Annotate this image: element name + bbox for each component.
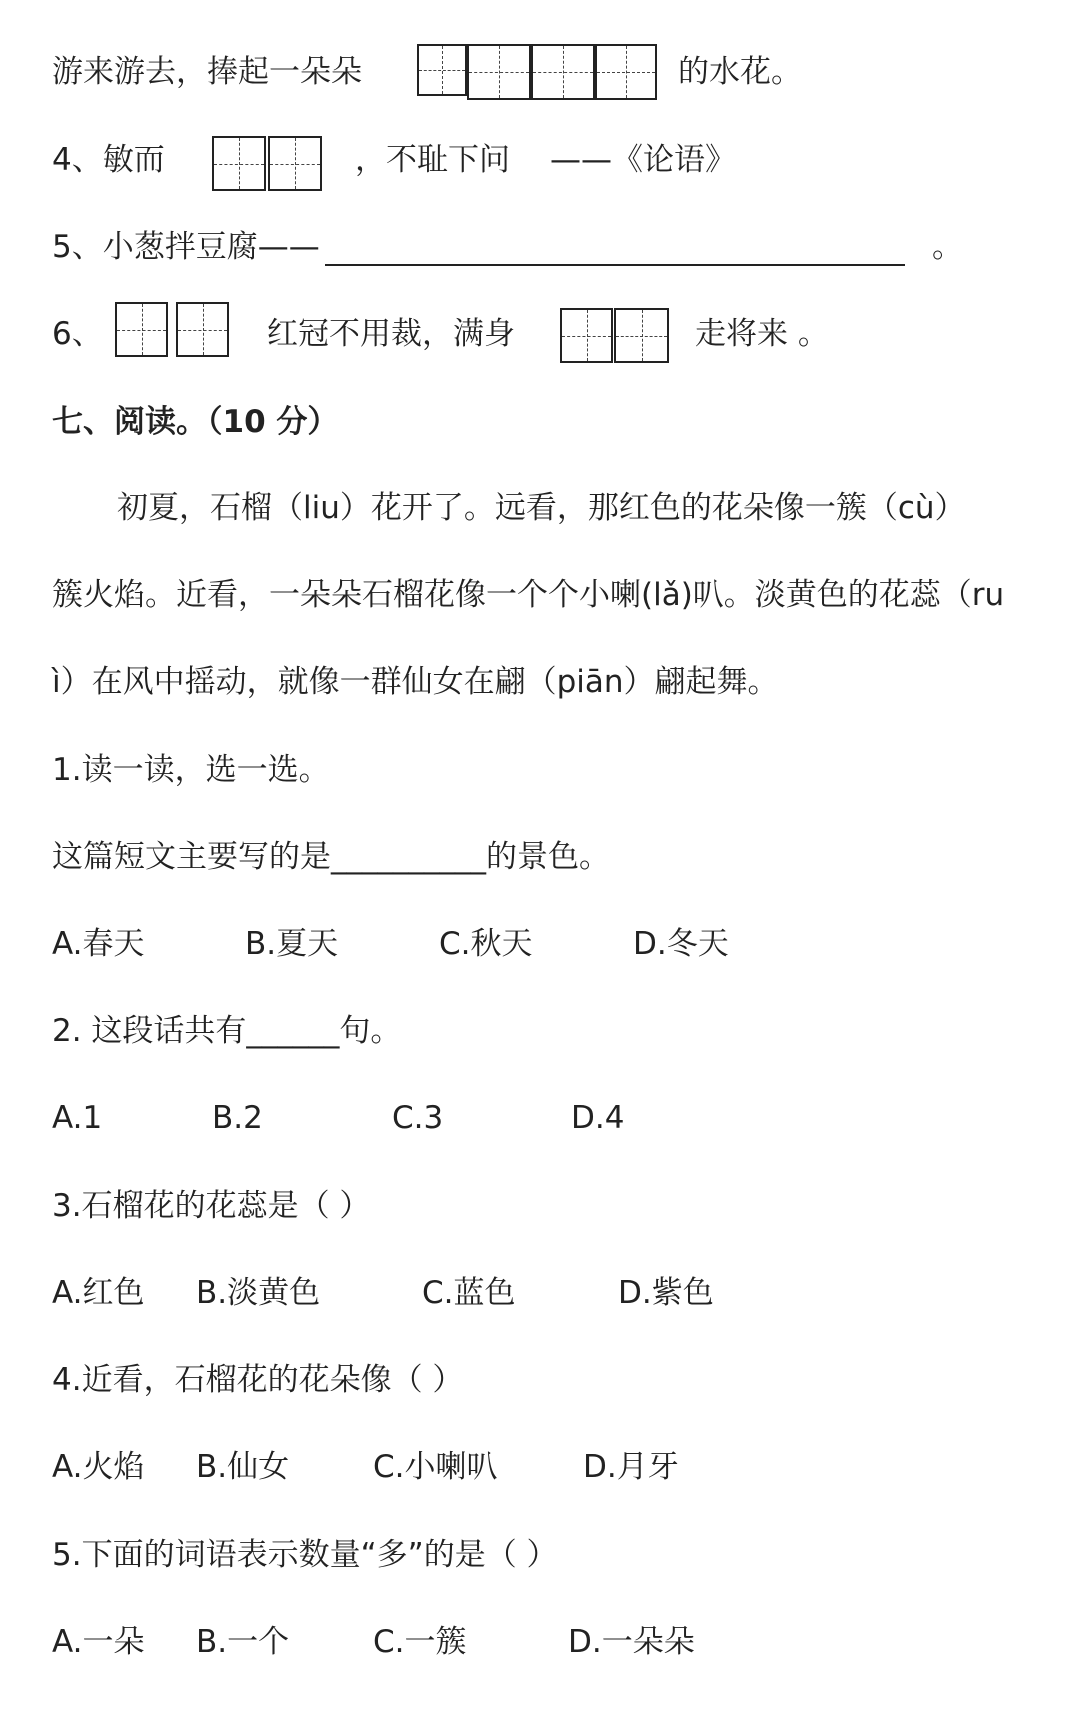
writing-box[interactable]: [176, 302, 229, 357]
section-title: 七、阅读。（10 分）: [52, 404, 339, 440]
q5-prefix: 5、小葱拌豆腐——: [52, 229, 320, 265]
writing-box[interactable]: [595, 44, 657, 100]
option-a[interactable]: A.春天: [52, 926, 145, 962]
option-c[interactable]: C.一簇: [373, 1624, 467, 1660]
option-d[interactable]: D.月牙: [583, 1449, 679, 1485]
q3-text-before: 游来游去，捧起一朵朵: [52, 54, 362, 90]
q4-prefix: 4、敏而: [52, 142, 165, 178]
option-a[interactable]: A.一朵: [52, 1624, 145, 1660]
q4-source: ——《论语》: [550, 142, 736, 178]
option-d[interactable]: D.4: [571, 1100, 625, 1136]
question-2-stem: 2. 这段话共有______句。: [52, 1013, 402, 1049]
q4-middle: ，不耻下问: [355, 142, 510, 178]
q3-text-after: 的水花。: [678, 54, 802, 90]
option-d[interactable]: D.冬天: [633, 926, 729, 962]
writing-box[interactable]: [268, 136, 322, 191]
option-c[interactable]: C.3: [392, 1100, 444, 1136]
q5-end: 。: [932, 229, 963, 265]
option-a[interactable]: A.红色: [52, 1275, 145, 1311]
writing-box[interactable]: [467, 44, 531, 100]
option-b[interactable]: B.淡黄色: [196, 1275, 321, 1311]
option-b[interactable]: B.夏天: [245, 926, 339, 962]
option-d[interactable]: D.紫色: [618, 1275, 714, 1311]
question-1-title: 1.读一读，选一选。: [52, 752, 330, 788]
q6-middle: 红冠不用裁，满身: [267, 316, 515, 352]
question-1-stem: 这篇短文主要写的是__________的景色。: [52, 839, 610, 875]
option-a[interactable]: A.火焰: [52, 1449, 145, 1485]
q6-prefix: 6、: [52, 316, 103, 352]
option-d[interactable]: D.一朵朵: [568, 1624, 695, 1660]
option-c[interactable]: C.秋天: [439, 926, 533, 962]
passage-line-3: ì）在风中摇动，就像一群仙女在翩（piān）翩起舞。: [52, 664, 779, 700]
question-5-stem: 5.下面的词语表示数量“多”的是（ ）: [52, 1537, 558, 1573]
q6-end: 走将来 。: [695, 316, 829, 352]
question-4-stem: 4.近看，石榴花的花朵像（ ）: [52, 1362, 464, 1398]
answer-line[interactable]: [325, 264, 905, 266]
option-b[interactable]: B.一个: [196, 1624, 290, 1660]
passage-line-1: 初夏，石榴（liu）花开了。远看，那红色的花朵像一簇（cù）: [117, 490, 966, 526]
question-3-stem: 3.石榴花的花蕊是（ ）: [52, 1188, 371, 1224]
option-b[interactable]: B.2: [212, 1100, 263, 1136]
option-c[interactable]: C.蓝色: [422, 1275, 516, 1311]
writing-box[interactable]: [417, 44, 467, 96]
writing-box[interactable]: [531, 44, 595, 100]
passage-line-2: 簇火焰。近看，一朵朵石榴花像一个个小喇(lǎ)叭。淡黄色的花蕊（ru: [52, 577, 1005, 613]
writing-box[interactable]: [560, 308, 613, 363]
writing-box[interactable]: [115, 302, 168, 357]
writing-box[interactable]: [212, 136, 266, 191]
writing-box[interactable]: [614, 308, 669, 363]
option-b[interactable]: B.仙女: [196, 1449, 290, 1485]
option-a[interactable]: A.1: [52, 1100, 103, 1136]
option-c[interactable]: C.小喇叭: [373, 1449, 498, 1485]
